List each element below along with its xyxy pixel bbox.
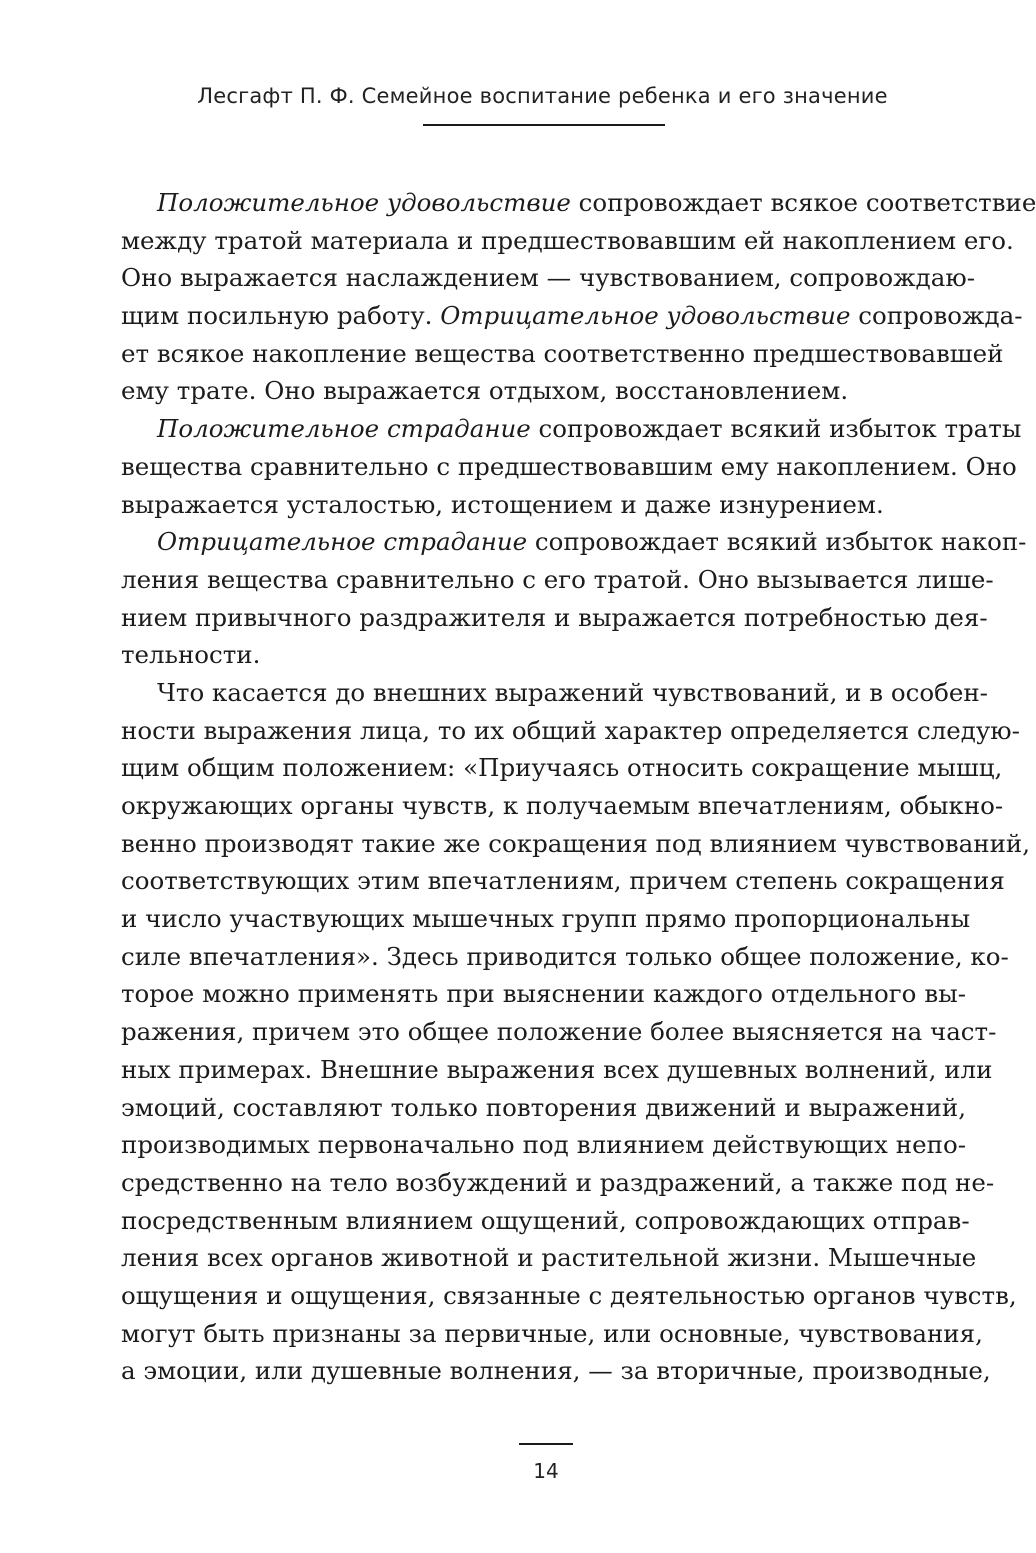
text-run: тельности. bbox=[121, 640, 261, 670]
text-line bbox=[121, 259, 975, 297]
text-run: выражается усталостью, истощением и даже изнурением. bbox=[121, 489, 884, 519]
page-number: 14 bbox=[533, 1459, 559, 1483]
text-line bbox=[121, 787, 1004, 825]
text-line bbox=[121, 372, 966, 410]
text-line bbox=[121, 486, 966, 524]
text-run: венно производят такие же сокращения под влиянием чувствований, bbox=[121, 828, 1031, 858]
text-line bbox=[121, 410, 1022, 448]
text-run: окружающих органы чувств, к получаемым впечатлениям, обыкно- bbox=[121, 791, 1004, 820]
text-run: ощущения и ощущения, связанные с деятельностью органов чувств, bbox=[121, 1280, 1017, 1310]
text-line bbox=[121, 1239, 977, 1277]
text-line bbox=[121, 523, 1027, 561]
body-text bbox=[121, 184, 1036, 1390]
header-rule bbox=[423, 124, 665, 126]
text-line bbox=[121, 599, 988, 637]
text-line bbox=[121, 448, 1017, 486]
text-run: сопровождает всякий избыток траты bbox=[530, 414, 1022, 444]
text-line bbox=[121, 636, 966, 674]
text-line bbox=[121, 1202, 970, 1240]
text-line bbox=[121, 1051, 993, 1089]
text-line bbox=[121, 335, 1004, 373]
text-run: эмоций, составляют только повторения движений и выражений, bbox=[121, 1092, 966, 1122]
text-run: ных примерах. Внешние выражения всех душевных волнений, или bbox=[121, 1054, 993, 1084]
text-run: могут быть признаны за первичные, или основные, чувствования, bbox=[121, 1318, 983, 1348]
text-line bbox=[121, 825, 1031, 863]
text-line bbox=[121, 1164, 995, 1202]
text-run: средственно на тело возбуждений и раздражений, а также под не- bbox=[121, 1167, 995, 1197]
folio-rule bbox=[519, 1443, 573, 1445]
text-run: сопровожда- bbox=[850, 301, 1023, 331]
text-run: Оно выражается наслаждением — чувствованием, сопровождаю- bbox=[121, 263, 975, 293]
text-line bbox=[121, 1277, 1017, 1315]
paragraph bbox=[121, 523, 1027, 674]
text-line bbox=[121, 184, 1036, 222]
text-run: ления вещества сравнительно с его тратой. Оно вызывается лише- bbox=[121, 564, 994, 594]
text-run: торое можно применять при выяснении каждого отдельного вы- bbox=[121, 979, 966, 1009]
text-run: а эмоции, или душевные волнения, — за вторичные, производные, bbox=[121, 1356, 991, 1386]
text-run: силе впечатления». Здесь приводится только общее положение, ко- bbox=[121, 941, 1009, 971]
text-run: Что касается до внешних выражений чувствований, и в особен- bbox=[157, 677, 988, 707]
text-line bbox=[121, 1013, 997, 1051]
text-run: нием привычного раздражителя и выражается потребностью дея- bbox=[121, 602, 988, 632]
running-title: Лесгафт П. Ф. Семейное воспитание ребенка и его значение bbox=[197, 84, 888, 108]
paragraph bbox=[121, 674, 1031, 1390]
italic-term: Отрицательное удовольствие bbox=[440, 301, 851, 331]
text-run: ления всех органов животной и растительной жизни. Мышечные bbox=[121, 1243, 977, 1273]
text-line bbox=[121, 862, 1005, 900]
text-run: сопровождает всякое соответствие bbox=[570, 188, 1036, 217]
text-line bbox=[121, 1089, 966, 1127]
paragraph bbox=[121, 184, 1036, 410]
text-line bbox=[121, 561, 994, 599]
text-run: ет всякое накопление вещества соответственно предшествовавшей bbox=[121, 338, 1004, 368]
text-line bbox=[121, 938, 1009, 976]
text-line bbox=[121, 1352, 991, 1390]
text-run: щим общим положением: «Приучаясь относить сокращение мышц, bbox=[121, 753, 1003, 783]
text-run: производимых первоначально под влиянием действующих непо- bbox=[121, 1130, 966, 1160]
text-line bbox=[121, 222, 1014, 260]
text-line bbox=[121, 297, 1023, 335]
text-line bbox=[121, 712, 1020, 750]
italic-term: Положительное удовольствие bbox=[157, 188, 571, 217]
text-run: вещества сравнительно с предшествовавшим ему накоплением. Оно bbox=[121, 451, 1017, 481]
text-run: и число участвующих мышечных групп прямо пропорциональны bbox=[121, 904, 971, 934]
text-run: ражения, причем это общее положение более выясняется на част- bbox=[121, 1017, 997, 1047]
text-run: ему трате. Оно выражается отдыхом, восстановлением. bbox=[121, 376, 849, 406]
text-run: между тратой материала и предшествовавшим ей накоплением его. bbox=[121, 225, 1014, 255]
text-line bbox=[121, 749, 1003, 787]
paragraph bbox=[121, 410, 1022, 523]
text-line bbox=[121, 1126, 966, 1164]
text-line bbox=[121, 1315, 983, 1353]
text-run: ности выражения лица, то их общий характер определяется следую- bbox=[121, 715, 1020, 745]
text-run: сопровождает всякий избыток накоп- bbox=[527, 527, 1027, 557]
text-line bbox=[121, 900, 971, 938]
text-line bbox=[121, 975, 966, 1013]
text-run: щим посильную работу. bbox=[121, 301, 441, 331]
text-line bbox=[121, 674, 988, 712]
text-run: соответствующих этим впечатлениям, причем степень сокращения bbox=[121, 866, 1005, 896]
text-run: посредственным влиянием ощущений, сопровождающих отправ- bbox=[121, 1205, 970, 1235]
italic-term: Отрицательное страдание bbox=[157, 527, 528, 557]
italic-term: Положительное страдание bbox=[157, 414, 531, 444]
